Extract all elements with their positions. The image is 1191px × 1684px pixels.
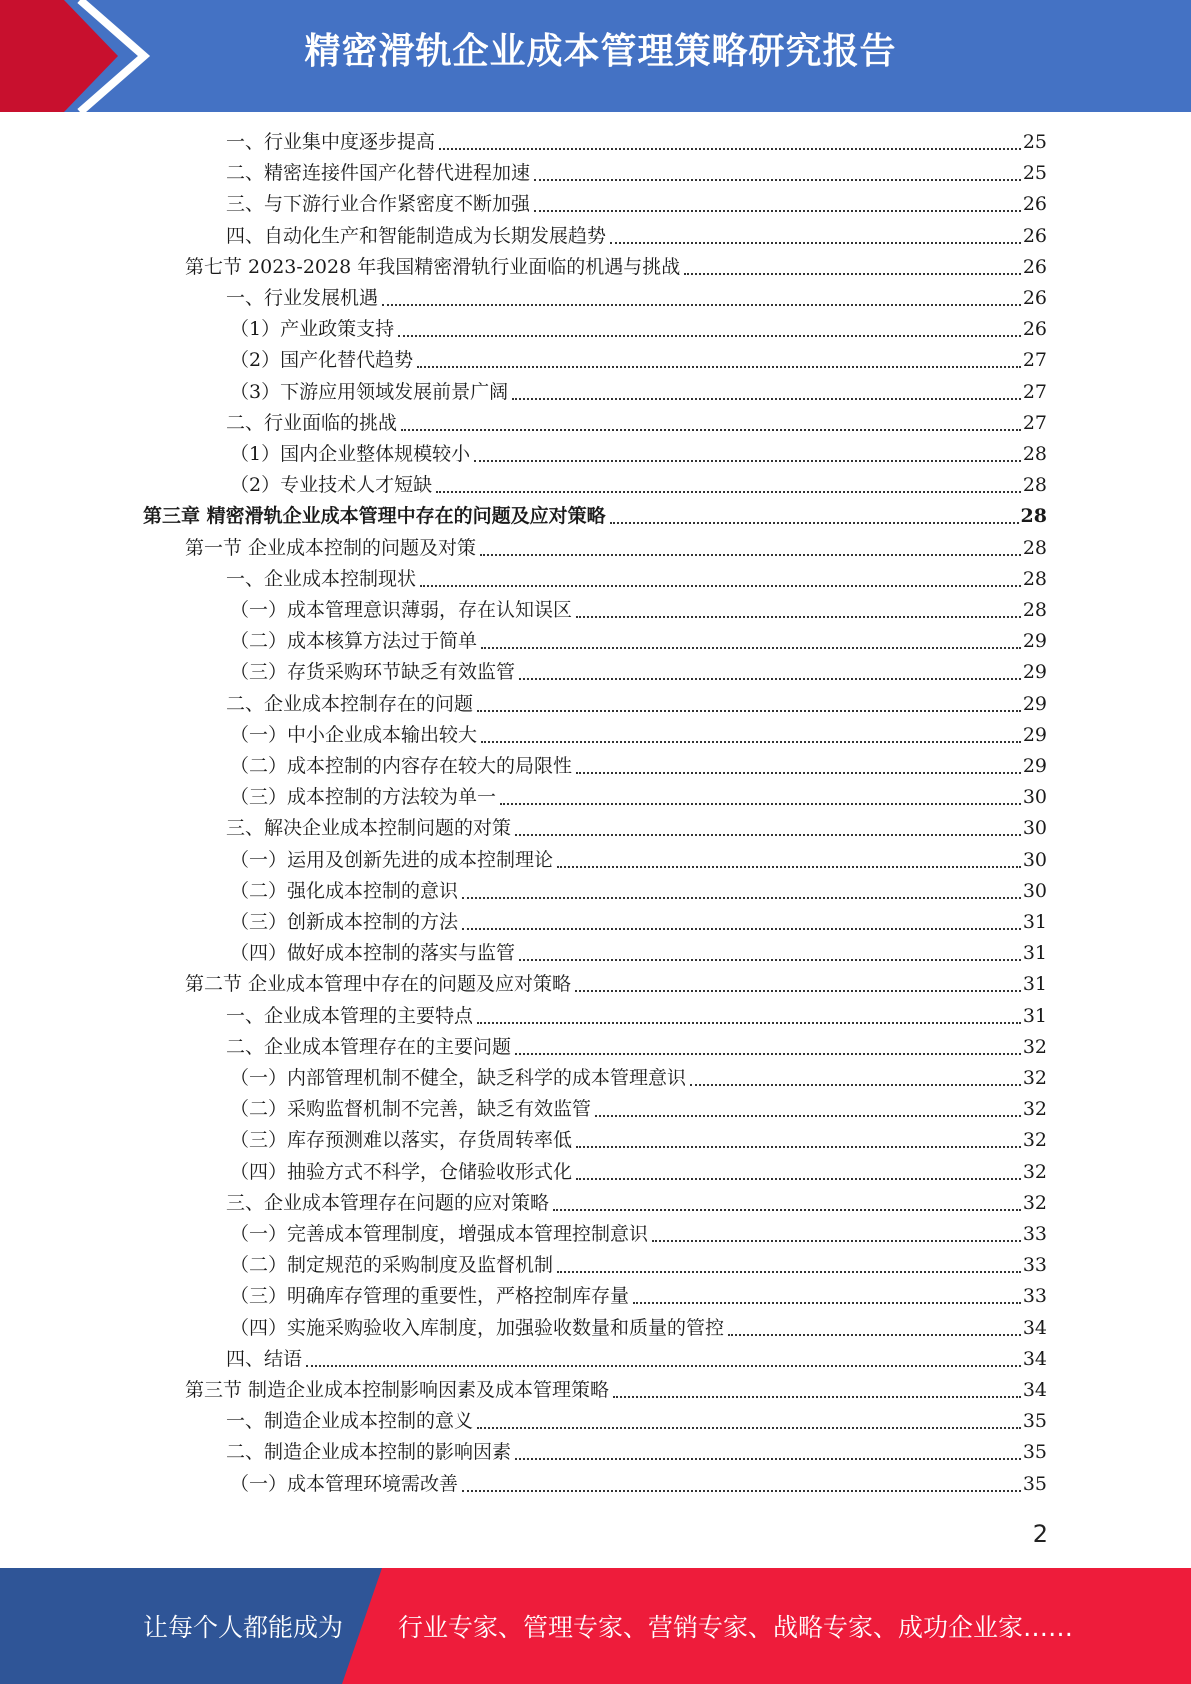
toc-entry-page: 28 — [1020, 505, 1047, 528]
toc-dot-leader — [633, 1302, 1021, 1304]
toc-entry-title: 四、结语 — [226, 1347, 303, 1370]
toc-entry[interactable] — [226, 127, 1047, 158]
toc-entry-page: 31 — [1022, 911, 1047, 933]
toc-entry-title: （三）创新成本控制的方法 — [230, 911, 459, 933]
toc-entry-title: （一）成本管理意识薄弱，存在认知误区 — [230, 599, 573, 621]
toc-entry[interactable] — [185, 252, 1047, 283]
toc-entry-page: 26 — [1022, 193, 1047, 216]
toc-entry-page: 28 — [1022, 536, 1047, 559]
toc-entry-page: 34 — [1022, 1379, 1047, 1401]
toc-entry-title: （一）完善成本管理制度，增强成本管理控制意识 — [230, 1223, 649, 1245]
toc-dot-leader — [481, 647, 1021, 649]
page-header — [0, 0, 1191, 112]
toc-entry[interactable] — [230, 1063, 1047, 1094]
toc-entry-page: 31 — [1022, 942, 1047, 965]
toc-dot-leader — [652, 1240, 1021, 1242]
toc-entry[interactable] — [230, 345, 1047, 376]
toc-entry-page: 26 — [1022, 255, 1047, 278]
toc-entry-title: （一）运用及创新先进的成本控制理论 — [230, 848, 554, 871]
toc-entry[interactable] — [230, 657, 1047, 688]
toc-entry-title: （1）国内企业整体规模较小 — [230, 443, 471, 465]
toc-entry-title: 二、行业面临的挑战 — [226, 411, 398, 434]
toc-entry[interactable] — [230, 470, 1047, 501]
toc-entry-title: 第二节 企业成本管理中存在的问题及应对策略 — [185, 973, 572, 996]
toc-dot-leader — [474, 460, 1021, 462]
toc-entry-page: 35 — [1022, 1410, 1047, 1433]
toc-entry-page: 33 — [1022, 1254, 1047, 1277]
toc-entry-page: 25 — [1022, 162, 1047, 185]
toc-dot-leader — [417, 366, 1021, 368]
toc-entry[interactable] — [143, 501, 1047, 532]
toc-dot-leader — [553, 1209, 1021, 1211]
toc-entry[interactable] — [230, 377, 1047, 408]
toc-entry-page: 26 — [1022, 287, 1047, 309]
toc-entry-page: 27 — [1022, 380, 1047, 403]
toc-entry-page: 33 — [1022, 1285, 1047, 1308]
toc-dot-leader — [462, 928, 1021, 930]
toc-entry-title: （四）实施采购验收入库制度，加强验收数量和质量的管控 — [230, 1316, 725, 1339]
toc-entry-page: 32 — [1022, 1191, 1047, 1214]
toc-entry[interactable] — [226, 283, 1047, 314]
toc-entry[interactable] — [185, 1375, 1047, 1406]
toc-entry[interactable] — [230, 1250, 1047, 1281]
toc-entry-title: 第三节 制造企业成本控制影响因素及成本管理策略 — [185, 1379, 610, 1401]
toc-dot-leader — [684, 273, 1021, 275]
toc-dot-leader — [306, 1365, 1021, 1367]
page-footer — [0, 1568, 1191, 1684]
toc-entry-title: （二）制定规范的采购制度及监督机制 — [230, 1254, 554, 1277]
toc-entry-title: （三）库存预测难以落实，存货周转率低 — [230, 1129, 573, 1152]
toc-dot-leader — [576, 1146, 1021, 1148]
toc-dot-leader — [557, 866, 1021, 868]
toc-entry-page: 28 — [1022, 599, 1047, 621]
toc-entry[interactable] — [230, 314, 1047, 345]
toc-entry[interactable] — [230, 1219, 1047, 1250]
toc-entry-title: 一、企业成本控制现状 — [226, 567, 417, 590]
toc-entry-title: 二、企业成本管理存在的主要问题 — [226, 1035, 512, 1058]
toc-entry-title: （三）成本控制的方法较为单一 — [230, 786, 497, 809]
toc-entry-page: 33 — [1022, 1223, 1047, 1245]
toc-dot-leader — [477, 1427, 1021, 1429]
toc-entry-page: 35 — [1022, 1441, 1047, 1464]
toc-entry[interactable] — [226, 158, 1047, 189]
toc-dot-leader — [576, 616, 1021, 618]
toc-entry[interactable] — [230, 1313, 1047, 1344]
toc-entry-title: （二）成本控制的内容存在较大的局限性 — [230, 755, 573, 777]
toc-dot-leader — [439, 148, 1021, 150]
toc-entry-title: （二）强化成本控制的意识 — [230, 879, 459, 902]
toc-entry[interactable] — [185, 969, 1047, 1000]
toc-entry-title: 第七节 2023-2028 年我国精密滑轨行业面临的机遇与挑战 — [185, 255, 681, 278]
report-title: 精密滑轨企业成本管理策略研究报告 — [304, 31, 897, 72]
toc-entry-title: （1）产业政策支持 — [230, 318, 395, 341]
toc-dot-leader — [610, 522, 1019, 524]
toc-dot-leader — [728, 1334, 1021, 1336]
toc-dot-leader — [477, 710, 1021, 712]
toc-entry[interactable] — [226, 689, 1047, 720]
toc-entry[interactable] — [230, 1281, 1047, 1312]
toc-entry-page: 29 — [1022, 723, 1047, 746]
toc-entry[interactable] — [230, 439, 1047, 470]
toc-entry[interactable] — [230, 876, 1047, 907]
toc-dot-leader — [595, 1115, 1021, 1117]
toc-dot-leader — [420, 585, 1021, 587]
toc-entry[interactable] — [230, 938, 1047, 969]
footer-slogan-right: 行业专家、管理专家、营销专家、战略专家、成功企业家…… — [398, 1613, 1074, 1642]
toc-dot-leader — [500, 803, 1021, 805]
toc-entry-page: 29 — [1022, 755, 1047, 777]
toc-entry-title: （二）成本核算方法过于简单 — [230, 630, 478, 653]
toc-entry[interactable] — [226, 408, 1047, 439]
toc-dot-leader — [477, 1022, 1021, 1024]
toc-entry-title: （四）做好成本控制的落实与监管 — [230, 942, 516, 965]
toc-entry-page: 28 — [1022, 567, 1047, 590]
toc-entry[interactable] — [226, 1188, 1047, 1219]
toc-entry[interactable] — [230, 907, 1047, 938]
toc-entry-page: 26 — [1022, 224, 1047, 247]
toc-dot-leader — [613, 1396, 1021, 1398]
toc-entry[interactable] — [230, 720, 1047, 751]
toc-entry-title: （三）明确库存管理的重要性，严格控制库存量 — [230, 1285, 630, 1308]
toc-dot-leader — [575, 990, 1021, 992]
toc-dot-leader — [398, 335, 1021, 337]
toc-entry-page: 35 — [1022, 1472, 1047, 1495]
toc-entry-title: 一、行业集中度逐步提高 — [226, 131, 436, 153]
toc-entry[interactable] — [230, 1157, 1047, 1188]
toc-entry[interactable] — [185, 533, 1047, 564]
toc-entry-title: （2）专业技术人才短缺 — [230, 474, 433, 497]
toc-entry[interactable] — [226, 189, 1047, 220]
toc-entry[interactable] — [230, 751, 1047, 782]
toc-dot-leader — [576, 772, 1021, 774]
toc-dot-leader — [480, 554, 1021, 556]
toc-entry-page: 32 — [1022, 1160, 1047, 1183]
toc-entry[interactable] — [230, 626, 1047, 657]
toc-entry-title: 二、精密连接件国产化替代进程加速 — [226, 162, 531, 185]
toc-dot-leader — [481, 741, 1021, 743]
toc-entry[interactable] — [226, 1032, 1047, 1063]
toc-dot-leader — [534, 179, 1021, 181]
toc-entry-page: 28 — [1022, 443, 1047, 465]
toc-entry-page: 27 — [1022, 411, 1047, 434]
toc-entry[interactable] — [230, 1094, 1047, 1125]
toc-entry[interactable] — [226, 1437, 1047, 1468]
toc-entry[interactable] — [230, 1125, 1047, 1156]
toc-entry-title: 一、制造企业成本控制的意义 — [226, 1410, 474, 1433]
toc-dot-leader — [512, 398, 1021, 400]
toc-entry[interactable] — [226, 1001, 1047, 1032]
toc-entry-title: 二、企业成本控制存在的问题 — [226, 692, 474, 715]
toc-entry-title: 三、与下游行业合作紧密度不断加强 — [226, 193, 531, 216]
toc-entry-title: （二）采购监督机制不完善，缺乏有效监管 — [230, 1098, 592, 1121]
toc-dot-leader — [515, 1458, 1021, 1460]
toc-entry-page: 27 — [1022, 349, 1047, 372]
toc-entry-title: （一）中小企业成本输出较大 — [230, 723, 478, 746]
toc-entry[interactable] — [230, 1469, 1047, 1500]
toc-entry-page: 30 — [1022, 817, 1047, 840]
toc-dot-leader — [557, 1271, 1021, 1273]
toc-entry-title: （3）下游应用领域发展前景广阔 — [230, 380, 509, 403]
toc-entry-page: 31 — [1022, 1004, 1047, 1027]
toc-entry-title: （三）存货采购环节缺乏有效监管 — [230, 661, 516, 684]
toc-entry-title: （2）国产化替代趋势 — [230, 349, 414, 372]
toc-dot-leader — [534, 210, 1021, 212]
toc-entry-title: 二、制造企业成本控制的影响因素 — [226, 1441, 512, 1464]
toc-dot-leader — [690, 1084, 1021, 1086]
footer-slogan-left: 让每个人都能成为 — [143, 1613, 344, 1642]
toc-entry-page: 32 — [1022, 1129, 1047, 1152]
toc-entry-page: 31 — [1022, 973, 1047, 996]
toc-entry[interactable] — [230, 782, 1047, 813]
toc-entry-page: 30 — [1022, 848, 1047, 871]
toc-entry-title: （四）抽验方式不科学，仓储验收形式化 — [230, 1160, 573, 1183]
toc-dot-leader — [401, 429, 1021, 431]
toc-dot-leader — [515, 834, 1021, 836]
toc-dot-leader — [462, 1490, 1021, 1492]
toc-entry-page: 32 — [1022, 1098, 1047, 1121]
page-number: 2 — [1032, 1520, 1048, 1548]
toc-dot-leader — [436, 491, 1021, 493]
toc-dot-leader — [519, 678, 1021, 680]
toc-entry-title: 三、企业成本管理存在问题的应对策略 — [226, 1191, 550, 1214]
toc-entry-page: 30 — [1022, 786, 1047, 809]
toc-entry[interactable] — [226, 221, 1047, 252]
toc-entry[interactable] — [230, 595, 1047, 626]
toc-entry-page: 25 — [1022, 131, 1047, 153]
toc-entry-page: 34 — [1022, 1316, 1047, 1339]
toc-entry[interactable] — [226, 813, 1047, 844]
toc-entry[interactable] — [226, 564, 1047, 595]
toc-entry-page: 32 — [1022, 1067, 1047, 1089]
toc-dot-leader — [576, 1178, 1021, 1180]
toc-entry-title: （一）内部管理机制不健全，缺乏科学的成本管理意识 — [230, 1067, 687, 1089]
toc-entry-page: 32 — [1022, 1035, 1047, 1058]
toc-entry-page: 29 — [1022, 692, 1047, 715]
toc-dot-leader — [382, 304, 1021, 306]
toc-entry-title: 一、企业成本管理的主要特点 — [226, 1004, 474, 1027]
toc-entry-page: 34 — [1022, 1347, 1047, 1370]
toc-entry-page: 26 — [1022, 318, 1047, 341]
toc-entry-title: （一）成本管理环境需改善 — [230, 1472, 459, 1495]
toc-dot-leader — [462, 897, 1021, 899]
toc-entry-title: 四、自动化生产和智能制造成为长期发展趋势 — [226, 224, 607, 247]
toc-entry-title: 一、行业发展机遇 — [226, 287, 379, 309]
toc-entry[interactable] — [230, 845, 1047, 876]
toc-entry-page: 28 — [1022, 474, 1047, 497]
toc-dot-leader — [519, 959, 1021, 961]
toc-entry-title: 第一节 企业成本控制的问题及对策 — [185, 536, 477, 559]
toc-dot-leader — [515, 1053, 1021, 1055]
toc-entry-page: 29 — [1022, 661, 1047, 684]
toc-entry[interactable] — [226, 1406, 1047, 1437]
toc-entry-page: 30 — [1022, 879, 1047, 902]
toc-entry-title: 三、解决企业成本控制问题的对策 — [226, 817, 512, 840]
toc-entry[interactable] — [226, 1344, 1047, 1375]
toc-entry-page: 29 — [1022, 630, 1047, 653]
toc-entry-title: 第三章 精密滑轨企业成本管理中存在的问题及应对策略 — [143, 505, 606, 528]
toc-dot-leader — [610, 242, 1021, 244]
